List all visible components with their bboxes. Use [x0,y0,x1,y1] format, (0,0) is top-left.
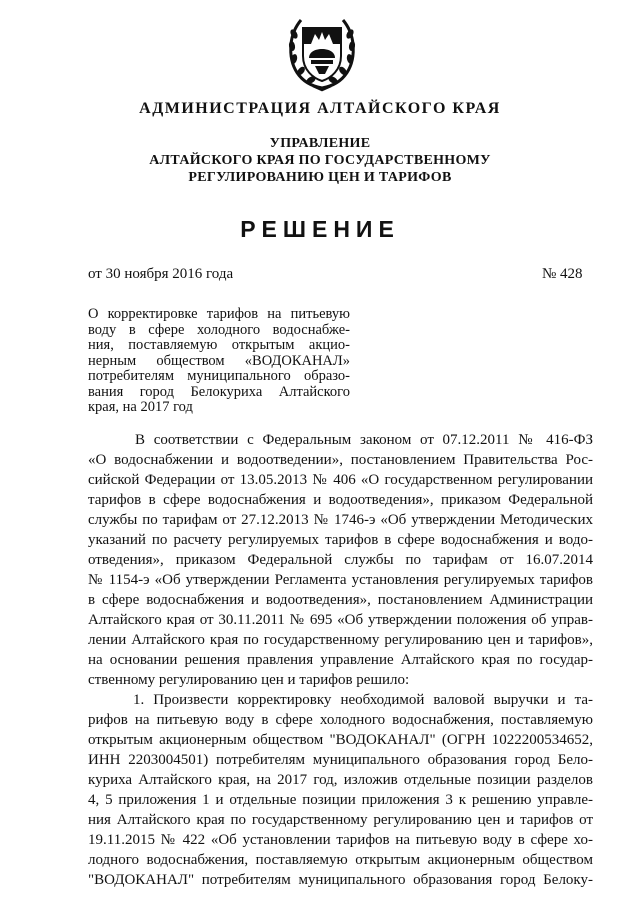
body-line: в сфере водоснабжения и водоотведения», постановлением Администрации [88,592,593,608]
body-line: куриха Алтайского края, на 2017 год, изложив отдельные позиции разделов [88,772,593,788]
subject-line: потребителям муниципального образо- [88,368,350,384]
document-date: от 30 ноября 2016 года [88,266,234,282]
body-line: Алтайского края от 30.11.2011 № 695 «Об утверждении положения об управ- [88,612,593,628]
subject-line: нерным обществом «ВОДОКАНАЛ» [88,352,350,369]
body-line: ИНН 2203004501) потребителям муниципального образования город Бело- [88,752,593,768]
subject-line: края, на 2017 год [88,399,193,415]
department-line-1: УПРАВЛЕНИЕ [269,136,371,151]
body-line: «О водоснабжении и водоотведении», постановлением Правительства Рос- [88,452,593,468]
body-line: "ВОДОКАНАЛ" потребителям муниципального образования город Белоку- [88,872,593,888]
body-line: 19.11.2015 № 422 «Об установлении тарифов на питьевую воду в сфере хо- [88,832,593,848]
subject-block [88,307,350,416]
body-line: на основании решения правления управление Алтайского края по государ- [88,652,593,668]
body-line: В соответствии с Федеральным законом от 07.12.2011 № 416-ФЗ [135,432,593,448]
document-title: РЕШЕНИЕ [240,216,400,242]
department-line-2: АЛТАЙСКОГО КРАЯ ПО ГОСУДАРСТВЕННОМУ [149,153,491,168]
subject-line: О корректировке тарифов на питьевую [88,306,350,322]
body-line: сийской Федерации от 13.05.2013 № 406 «О государственном регулировании [88,472,593,488]
body-line: № 1154-э «Об утверждении Регламента установления регулируемых тарифов [88,572,593,588]
body-line: отведения», приказом Федеральной службы по тарифам от 16.07.2014 [88,552,593,568]
body-line: службы по тарифам от 27.12.2013 № 1746-э «Об утверждении Методических [88,512,593,528]
subject-line: ния, поставляемую открытым акцио- [88,337,350,353]
document-body [88,430,593,890]
body-line: ственному регулированию цен и тарифов решило: [88,672,410,688]
body-line: рифов на питьевую воду в сфере холодного водоснабжения, поставляемую [88,712,593,728]
department-line-3: РЕГУЛИРОВАНИЮ ЦЕН И ТАРИФОВ [188,170,452,185]
altai-coat-of-arms-icon [287,14,357,92]
body-line: ния Алтайского края по государственному регулированию цен и тарифов от [88,812,593,828]
subject-line: вания город Белокуриха Алтайского [88,383,350,400]
body-line: лодного водоснабжения, поставляемую открытым акционерным обществом [88,852,593,868]
subject-line: воду в сфере холодного водоснабже- [88,321,350,338]
organization-name: АДМИНИСТРАЦИЯ АЛТАЙСКОГО КРАЯ [139,100,501,117]
body-line: 1. Произвести корректировку необходимой валовой выручки и та- [133,692,593,708]
body-line: указаний по расчету регулируемых тарифов в сфере водоснабжения и водо- [88,532,593,548]
body-line: 4, 5 приложения 1 и отдельные позиции приложения 3 к решению управле- [88,792,593,808]
body-line: открытым акционерным обществом "ВОДОКАНАЛ" (ОГРН 1022200534652, [88,732,593,748]
body-line: лении Алтайского края по государственному регулированию цен и тарифов», [88,632,593,648]
document-number: № 428 [542,266,583,282]
body-line: тарифов в сфере водоснабжения и водоотведения», приказом Федеральной [88,492,593,508]
